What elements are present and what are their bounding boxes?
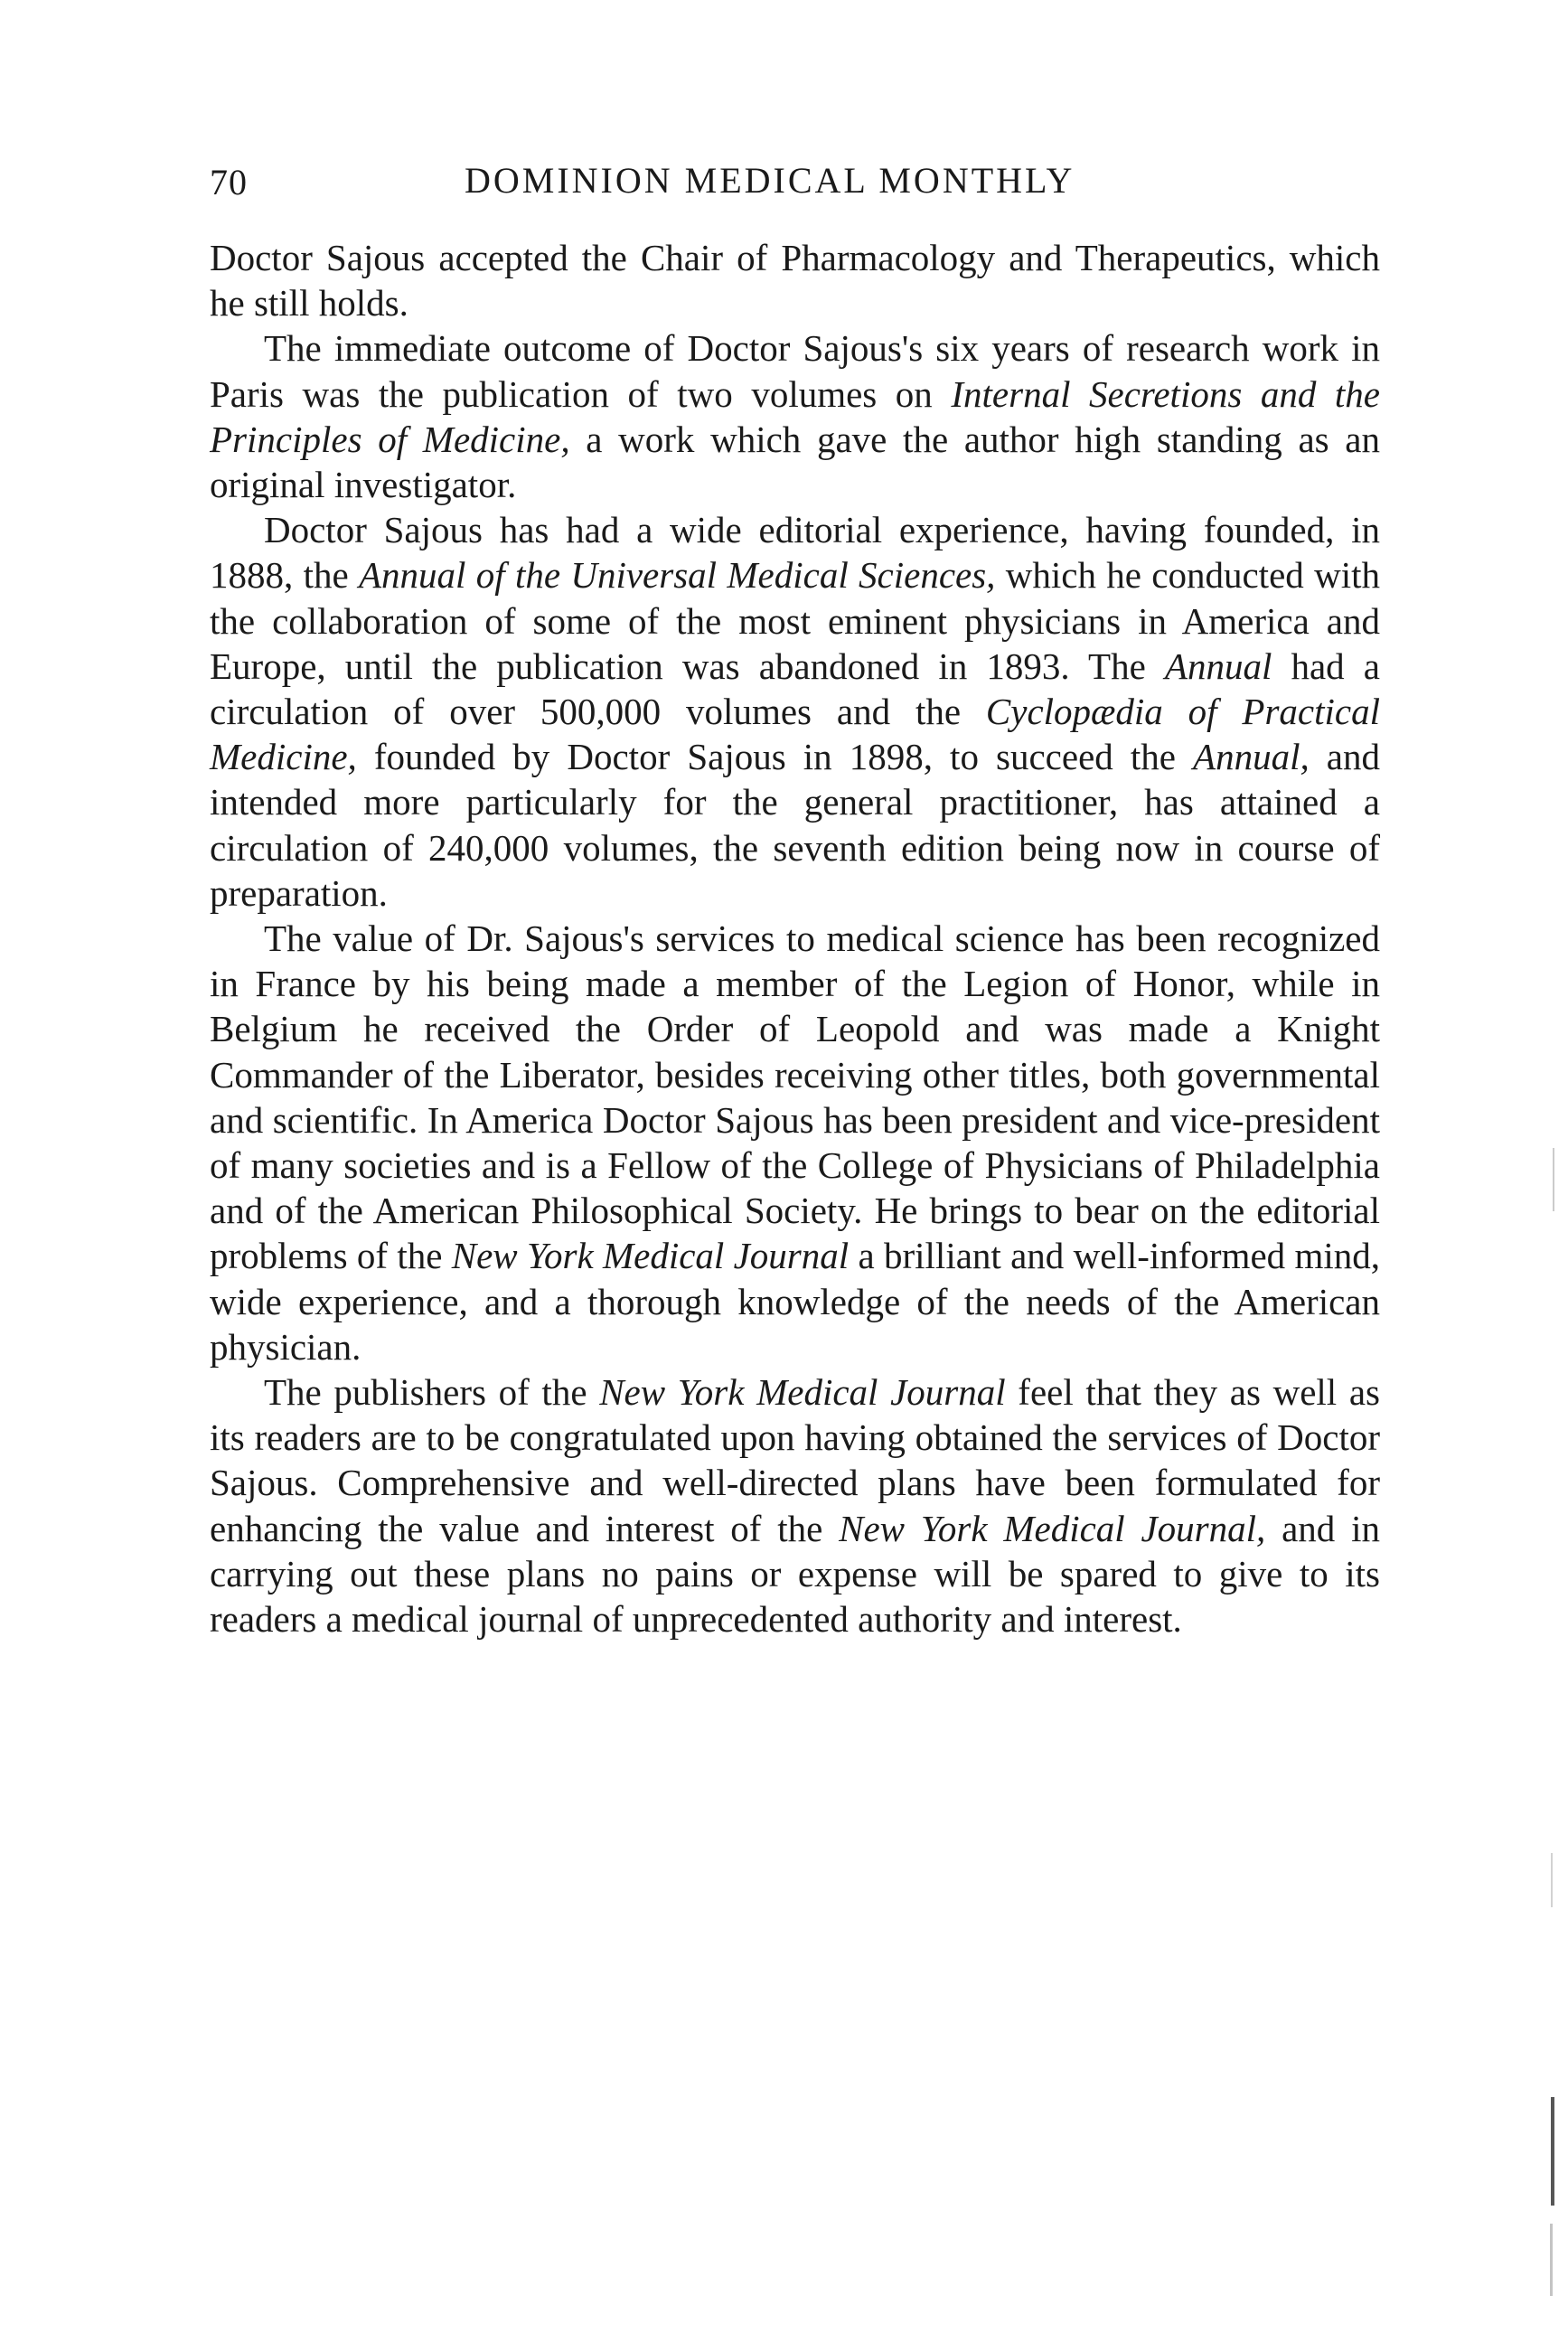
text-run: and intended more particularly for the general practitioner, has attained a circulation of 240,000 volumes, the seventh edition being now in course of preparation. [210, 736, 1380, 914]
italic-title: Internal Secretions and the Principles of Medicine, [210, 372, 1380, 460]
text-run: had a circulation of over 500,000 volumes and the [210, 644, 1380, 733]
text-run: feel that they as well as its readers are to be congratulated upon having obtained the services of Doctor Sajous. Comprehensive and well-directed plans have been formulated for enhancing the value and interest of the [210, 1371, 1381, 1549]
text-run: Doctor Sajous accepted the Chair of Pharmacology and Therapeutics, which he still holds. [210, 237, 1380, 325]
paragraph [210, 916, 1380, 1369]
text-run: The immediate outcome of Doctor Sajous's six years of research work in Paris was the publication of two volumes on [210, 327, 1380, 415]
italic-title: Cyclopædia of Practical Medicine, [210, 691, 1380, 778]
paragraph [210, 325, 1380, 507]
text-run: a work which gave the author high standing as an original investigator. [210, 418, 1381, 506]
italic-title: Annual, [1193, 736, 1310, 778]
scan-margin-mark [1550, 2224, 1553, 2296]
scan-margin-mark [1551, 1853, 1553, 1907]
paragraph [210, 235, 1380, 325]
italic-title: Annual [1164, 644, 1272, 687]
paragraph [210, 1369, 1380, 1642]
text-run: Doctor Sajous has had a wide editorial experience, having founded, in 1888, the [210, 509, 1380, 597]
italic-title: New York Medical Journal [451, 1235, 850, 1277]
text-run: The value of Dr. Sajous's services to medical science has been recognized in France by his being made a member of the Legion of Honor, while in Belgium he received the Order of Leopold and was made a Knight Commander of the Liberator, besides receiving other titles, both governmental and scientific. In America Doctor Sajous has been president and vice-president of many societies and is a Fellow of the College of Physicians of Philadelphia and of the American Philosophical Society. He brings to bear on the editorial problems of the [210, 917, 1380, 1277]
italic-title: Annual of the Universal Medical Sciences, [358, 554, 996, 597]
text-run: The publishers of the [264, 1371, 600, 1414]
scan-margin-mark [1551, 2097, 1554, 2206]
scan-margin-mark [1553, 1148, 1554, 1211]
italic-title: New York Medical Journal, [839, 1507, 1266, 1549]
italic-title: New York Medical Journal [599, 1371, 1006, 1414]
text-run: which he conducted with the collaboration of some of the most eminent physicians in America and Europe, until the publication was abandoned in 1893. The [210, 554, 1380, 687]
page-number: 70 [210, 162, 248, 202]
text-run: and in carrying out these plans no pains or expense will be spared to give to its readers a medical journal of unprecedented authority and interest. [210, 1507, 1380, 1641]
article-body [210, 235, 1380, 1642]
paragraph [210, 507, 1380, 916]
text-run: a brilliant and well-informed mind, wide experience, and a thorough knowledge of the needs of the American physician. [210, 1235, 1380, 1368]
text-run: founded by Doctor Sajous in 1898, to succeed the [356, 736, 1194, 778]
page-header [210, 154, 1385, 208]
running-title: DOMINION MEDICAL MONTHLY [465, 160, 1075, 201]
